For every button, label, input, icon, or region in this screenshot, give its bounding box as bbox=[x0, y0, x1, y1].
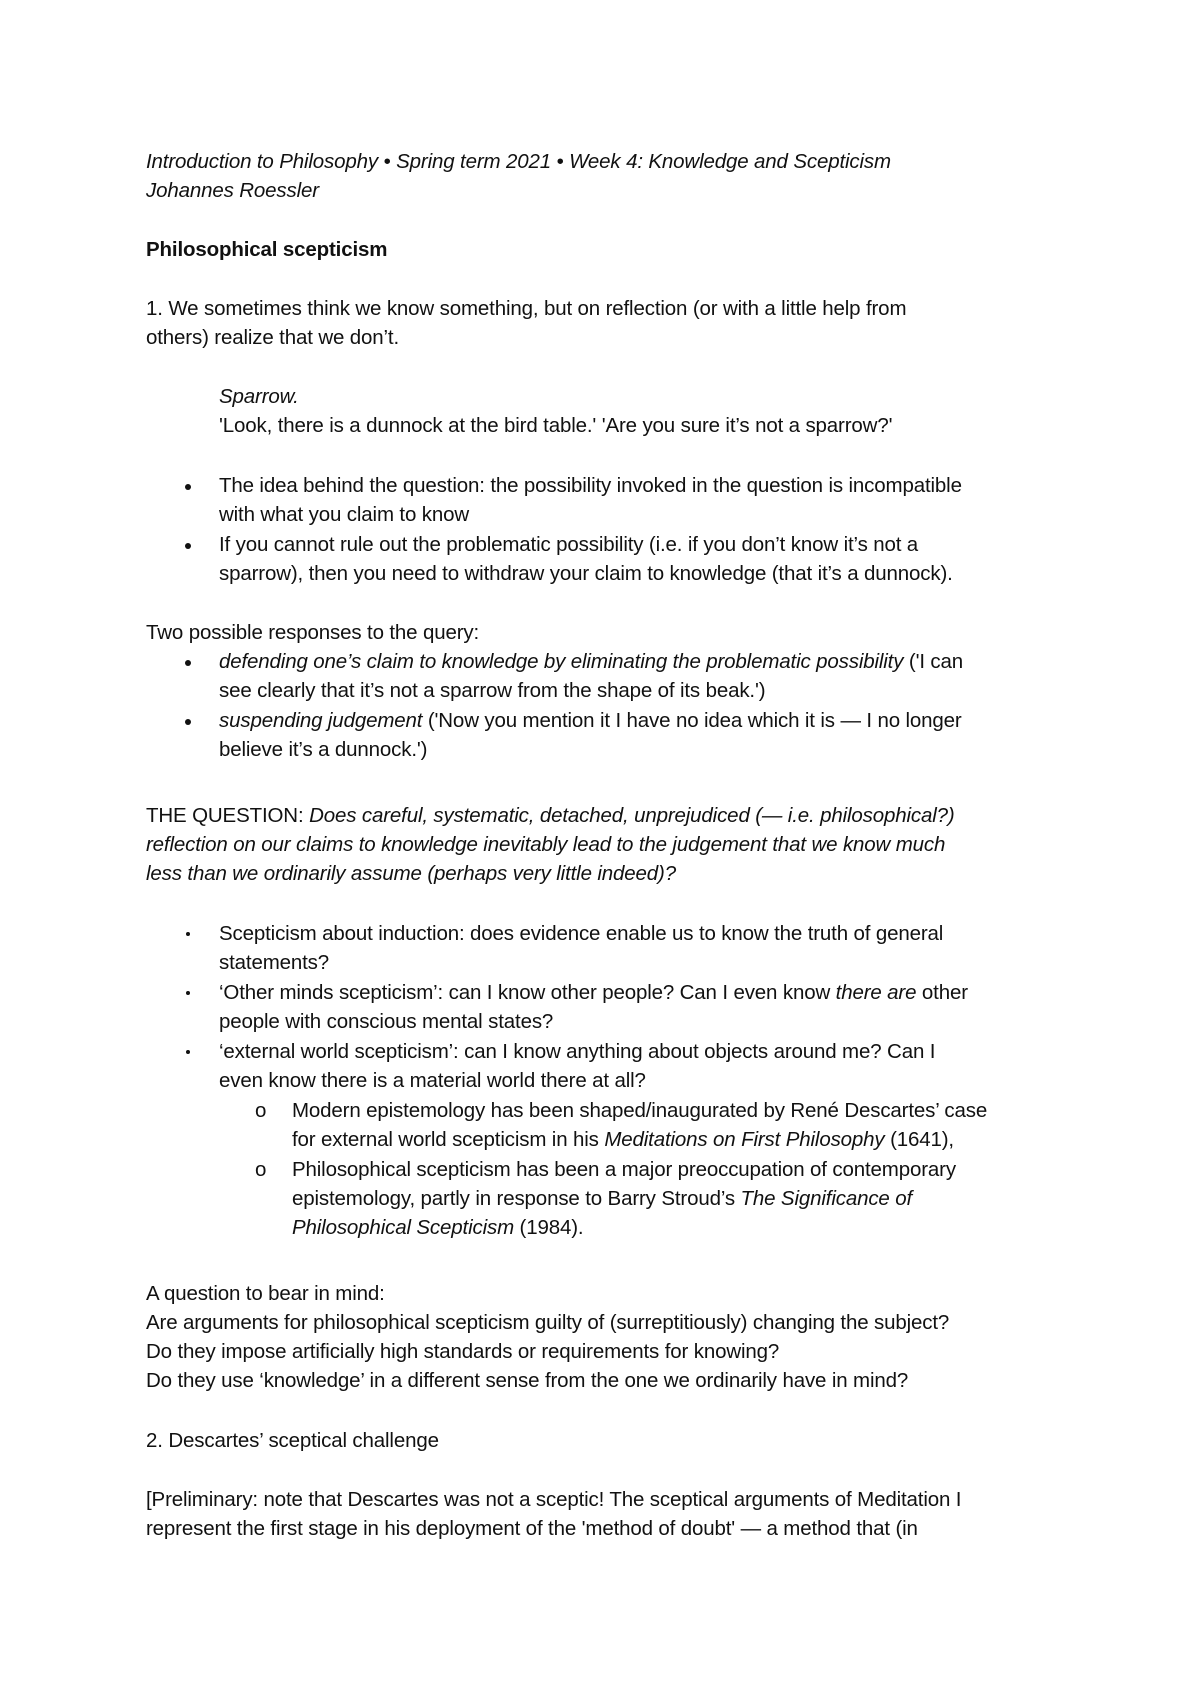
paragraph-line: others) realize that we don’t. bbox=[146, 326, 400, 349]
bullet-text: believe it’s a dunnock.') bbox=[219, 738, 428, 761]
sub-bullet-text: Philosophical scepticism has been a major preoccupation of contemporary bbox=[292, 1158, 956, 1181]
paragraph-line: 1. We sometimes think we know something, but on reflection (or with a little help from bbox=[146, 297, 907, 320]
bullet-text: ‘external world scepticism’: can I know anything about objects around me? Can I bbox=[219, 1040, 936, 1063]
italic-text: The Significance of bbox=[740, 1187, 913, 1210]
italic-text: there are bbox=[835, 981, 917, 1004]
bullet-text: see clearly that it’s not a sparrow from the shape of its beak.') bbox=[219, 679, 766, 702]
sub-bullet-icon: o bbox=[255, 1158, 267, 1181]
question-label: THE QUESTION: bbox=[146, 804, 310, 827]
example-quote: 'Look, there is a dunnock at the bird table.' 'Are you sure it’s not a sparrow?' bbox=[219, 414, 893, 437]
sub-bullet-text: Modern epistemology has been shaped/inaugurated by René Descartes’ case bbox=[292, 1099, 988, 1122]
paragraph-line: [Preliminary: note that Descartes was not a sceptic! The sceptical arguments of Meditation I bbox=[146, 1488, 962, 1511]
paragraph-line: Do they impose artificially high standards or requirements for knowing? bbox=[146, 1340, 780, 1363]
bullet-icon bbox=[185, 660, 191, 666]
bullet-icon bbox=[186, 1050, 190, 1054]
bullet-text: Scepticism about induction: does evidence enable us to know the truth of general bbox=[219, 922, 944, 945]
bullet-icon bbox=[186, 991, 190, 995]
bullet-text: statements? bbox=[219, 951, 330, 974]
italic-text: defending one’s claim to knowledge by eliminating the problematic possibility bbox=[219, 650, 904, 673]
plain-text: ('I can bbox=[903, 650, 964, 673]
course-header: Introduction to Philosophy • Spring term 2021 • Week 4: Knowledge and Scepticism bbox=[146, 150, 891, 173]
bullet-icon bbox=[185, 719, 191, 725]
plain-text: (1984). bbox=[514, 1216, 584, 1239]
italic-text: suspending judgement bbox=[219, 709, 423, 732]
plain-text: ('Now you mention it I have no idea which it is — I no longer bbox=[422, 709, 962, 732]
bullet-icon bbox=[185, 543, 191, 549]
paragraph-line: Two possible responses to the query: bbox=[146, 621, 480, 644]
question-line: reflection on our claims to knowledge inevitably lead to the judgement that we know much bbox=[146, 833, 946, 856]
sub-bullet-text bbox=[292, 1184, 912, 1214]
bullet-icon bbox=[185, 484, 191, 490]
bullet-icon bbox=[186, 932, 190, 936]
bullet-text: sparrow), then you need to withdraw your claim to knowledge (that it’s a dunnock). bbox=[219, 562, 953, 585]
question-line: less than we ordinarily assume (perhaps very little indeed)? bbox=[146, 862, 676, 885]
italic-text: Meditations on First Philosophy bbox=[604, 1128, 885, 1151]
bullet-text bbox=[219, 978, 968, 1008]
sub-bullet-text bbox=[292, 1213, 583, 1243]
paragraph-line: Do they use ‘knowledge’ in a different sense from the one we ordinarily have in mind? bbox=[146, 1369, 909, 1392]
plain-text: for external world scepticism in his bbox=[292, 1128, 605, 1151]
sub-bullet-icon: o bbox=[255, 1099, 267, 1122]
paragraph-line: A question to bear in mind: bbox=[146, 1282, 385, 1305]
paragraph-line: Are arguments for philosophical scepticism guilty of (surreptitiously) changing the subject? bbox=[146, 1311, 950, 1334]
bullet-text: with what you claim to know bbox=[219, 503, 470, 526]
plain-text: epistemology, partly in response to Barry Stroud’s bbox=[292, 1187, 741, 1210]
bullet-text bbox=[219, 647, 963, 677]
example-title: Sparrow. bbox=[219, 385, 299, 408]
bullet-text bbox=[219, 706, 962, 736]
plain-text: other bbox=[916, 981, 968, 1004]
question-line bbox=[146, 801, 955, 831]
bullet-text: If you cannot rule out the problematic possibility (i.e. if you don’t know it’s not a bbox=[219, 533, 919, 556]
italic-text: Philosophical Scepticism bbox=[292, 1216, 515, 1239]
italic-text: Does careful, systematic, detached, unprejudiced (— i.e. philosophical?) bbox=[309, 804, 955, 827]
plain-text: ‘Other minds scepticism’: can I know other people? Can I even know bbox=[219, 981, 836, 1004]
paragraph-line: represent the first stage in his deployment of the 'method of doubt' — a method that (in bbox=[146, 1517, 918, 1540]
section-heading: Philosophical scepticism bbox=[146, 238, 388, 261]
section-heading: 2. Descartes’ sceptical challenge bbox=[146, 1429, 439, 1452]
author-name: Johannes Roessler bbox=[146, 179, 319, 202]
sub-bullet-text bbox=[292, 1125, 954, 1155]
bullet-text: The idea behind the question: the possibility invoked in the question is incompatible bbox=[219, 474, 962, 497]
bullet-text: even know there is a material world there at all? bbox=[219, 1069, 646, 1092]
bullet-text: people with conscious mental states? bbox=[219, 1010, 554, 1033]
plain-text: (1641), bbox=[884, 1128, 954, 1151]
